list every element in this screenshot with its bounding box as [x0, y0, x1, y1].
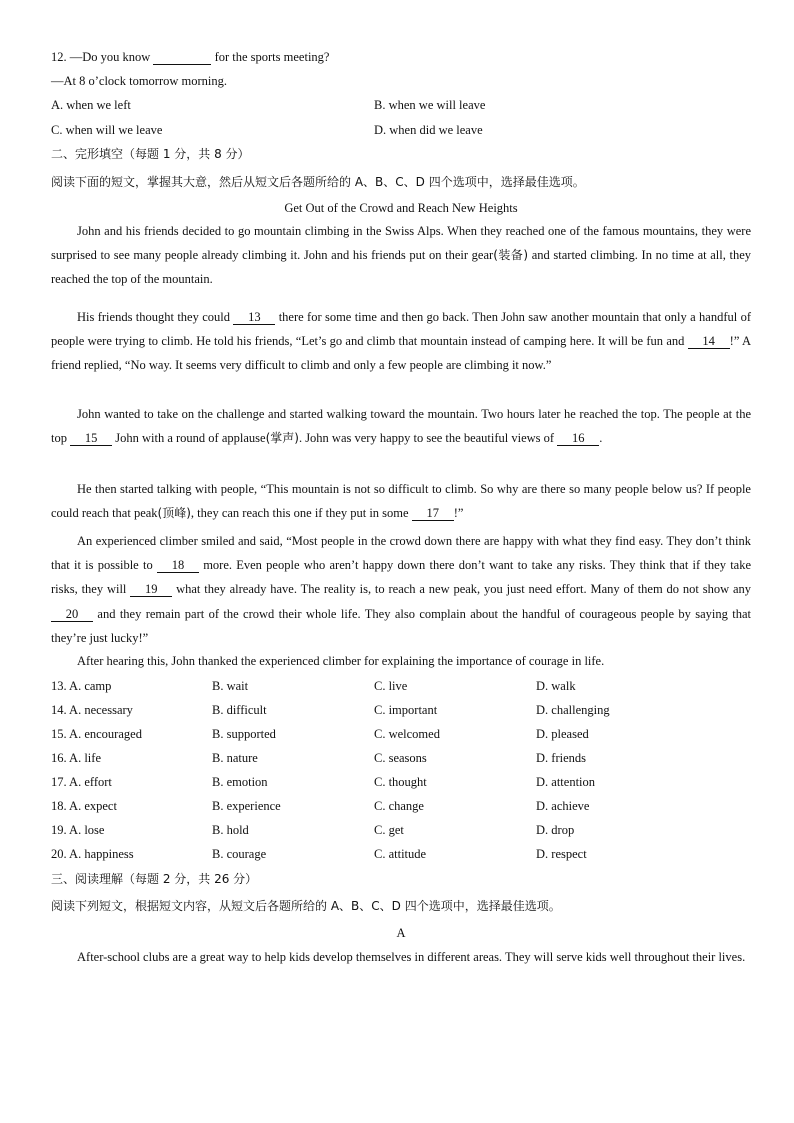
q12-blank [153, 50, 211, 65]
blank-14: 14 [688, 334, 730, 349]
blank-18: 18 [157, 558, 199, 573]
blank-15: 15 [70, 431, 112, 446]
paragraph-6: After hearing this, John thanked the experienced climber for explaining the importance of courage in life. [77, 654, 605, 668]
q12-options-row2: C. when will we leave D. when did we leave [51, 123, 483, 137]
paragraph-2: His friends thought they could 13 there for some time and then go back. Then John saw another mountain that only a handful of people were trying to climb. He told his friends, “Let’s go and climb that mountain instead of camping here. It will be fun and 14 !” A friend replied, “No way. It seems very difficult to climb and only a few people are climbing it now.” [51, 310, 752, 373]
paragraph-1: John and his friends decided to go mountain climbing in the Swiss Alps. When they reached one of the famous mountains, they were surprised to see many people already climbing it. John and his friends put on their gear(装备) and started climbing. In no time at all, they reached the top of the mountain. [51, 224, 751, 287]
passage-a-paragraph-1: After-school clubs are a great way to help kids develop themselves in different areas. They will serve kids well throughout their lives. [77, 950, 746, 964]
blank-13: 13 [233, 310, 275, 325]
paragraph-4: He then started talking with people, “This mountain is not so difficult to climb. So why are there so many people below us? If people could reach that peak(顶峰), they can reach this one if they put in some 17 !” [51, 482, 751, 521]
blank-19: 19 [130, 582, 172, 597]
q12-answer: —At 8 o’clock tomorrow morning. [51, 74, 228, 88]
section3-instruction: 阅读下列短文，根据短文内容，从短文后各题所给的 A、B、C、D 四个选项中，选择最佳选项。 [51, 899, 561, 913]
section2-instruction: 阅读下面的短文，掌握其大意，然后从短文后各题所给的 A、B、C、D 四个选项中，选择最佳选项。 [51, 175, 585, 189]
blank-16: 16 [557, 431, 599, 446]
passage-title: Get Out of the Crowd and Reach New Heights [284, 201, 518, 215]
section2-heading: 二、完形填空（每题 1 分，共 8 分） [51, 147, 250, 161]
blank-17: 17 [412, 506, 454, 521]
paragraph-3: John wanted to take on the challenge and started walking toward the mountain. Two hours later he reached the top. The people at the top 15 John with a round of applause(掌声). John was very happy to see the beautiful views of 16 . [51, 407, 751, 446]
passage-a-label: A [396, 926, 406, 940]
paragraph-5: An experienced climber smiled and said, “Most people in the crowd down there are happy with what they find easy. They don’t think that it is possible to 18 more. Even people who aren’t happy down there don’t want to take any risks. They think that if they take risks, they will 19 what they already have. The reality is, to reach a new peak, you just need effort. Many of them do not show any 20 and they remain part of the crowd their whole life. They also complain about the handful of courageous people by saying that they’re just lucky!” [51, 534, 752, 645]
section3-heading: 三、阅读理解（每题 2 分，共 26 分） [51, 872, 258, 886]
q12-stem: 12. —Do you know for the sports meeting? [51, 50, 330, 64]
blank-20: 20 [51, 607, 93, 622]
q12-options-row1: A. when we left B. when we will leave [51, 98, 486, 112]
